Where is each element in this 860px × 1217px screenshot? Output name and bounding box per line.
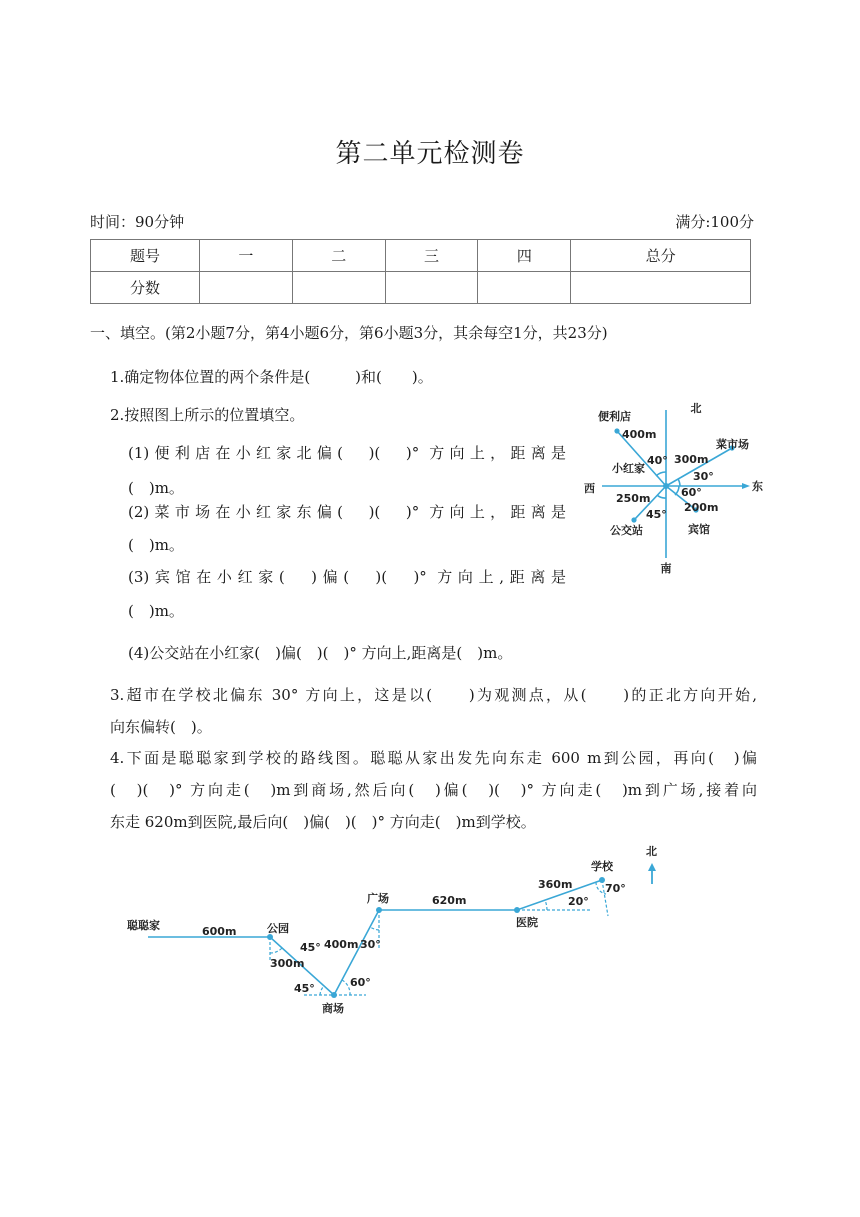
store-angle: 40°: [647, 454, 668, 467]
question-3: 3.超市在学校北偏东 30° 方向上，这是以( )为观测点，从( )的正北方向开始,: [110, 686, 757, 704]
north-arrow-icon: [648, 863, 656, 871]
score-table: [90, 239, 751, 304]
east-arrow-icon: [742, 483, 750, 489]
hospital-label: 医院: [516, 916, 538, 929]
school-label: 学校: [591, 860, 613, 873]
score-table-header-row: [91, 240, 751, 272]
store-dot: [614, 428, 619, 433]
east-label: 东: [752, 480, 763, 493]
mall-dot: [331, 992, 337, 998]
park-angle: 45°: [300, 941, 321, 954]
mall-right-arc: [342, 980, 350, 995]
store-label: 便利店: [598, 410, 631, 423]
header-cell: 三: [385, 240, 478, 272]
header-cell: 四: [478, 240, 571, 272]
hotel-angle: 60°: [681, 486, 702, 499]
header-cell: 一: [200, 240, 293, 272]
bus-distance: 250m: [616, 492, 651, 505]
square-angle: 30°: [360, 938, 381, 951]
header-cell: 题号: [91, 240, 200, 272]
north-label: 北: [690, 402, 702, 415]
mall-right-angle: 60°: [350, 976, 371, 989]
north-label: 北: [646, 845, 657, 858]
question-4: 4.下面是聪聪家到学校的路线图。聪聪从家出发先向东走 600 m到公园，再向( )偏: [110, 749, 757, 767]
full-score-label: 满分:100分: [675, 213, 754, 231]
score-cell[interactable]: [292, 272, 385, 304]
home-park-distance: 600m: [202, 925, 237, 938]
store-distance: 400m: [622, 428, 657, 441]
bus-dot: [631, 517, 636, 522]
compass-diagram: [584, 398, 763, 578]
mall-left-arc: [320, 986, 324, 995]
center-dot: [663, 483, 669, 489]
west-label: 西: [584, 482, 595, 495]
question-2-3-cont: ( )m。: [128, 602, 184, 620]
hospital-school-distance: 360m: [538, 878, 573, 891]
square-dot: [376, 907, 382, 913]
bus-angle: 45°: [646, 508, 667, 521]
question-2-1-cont: ( )m。: [128, 479, 184, 497]
header-cell: 总分: [571, 240, 751, 272]
market-label: 菜市场: [716, 438, 749, 451]
mall-square-distance: 400m: [324, 938, 359, 951]
question-2-4: (4)公交站在小红家( )偏( )( )° 方向上,距离是( )m。: [128, 644, 513, 662]
page-title: 第二单元检测卷: [335, 139, 525, 169]
time-label: 时间：90分钟: [90, 213, 185, 231]
score-cell[interactable]: [571, 272, 751, 304]
score-row-label: 分数: [91, 272, 200, 304]
hospital-angle: 20°: [568, 895, 589, 908]
score-cell[interactable]: [478, 272, 571, 304]
score-cell[interactable]: [385, 272, 478, 304]
home-label: 聪聪家: [127, 919, 160, 932]
square-angle-arc: [370, 927, 379, 930]
bus-angle-arc: [657, 495, 666, 498]
question-4-cont2: 东走 620m到医院,最后向( )偏( )( )° 方向走( )m到学校。: [110, 813, 536, 831]
hotel-angle-arc: [675, 486, 679, 495]
question-2-2: (2)菜市场在小红家东偏( )( )° 方向上，距离是: [128, 503, 566, 521]
question-1: 1.确定物体位置的两个条件是( )和( )。: [110, 368, 433, 386]
hospital-angle-arc: [545, 900, 547, 910]
square-label: 广场: [367, 892, 389, 905]
market-angle: 30°: [693, 470, 714, 483]
score-cell[interactable]: [200, 272, 293, 304]
hotel-label: 宾馆: [688, 523, 710, 536]
question-2-1: (1)便利店在小红家北偏( )( )° 方向上，距离是: [128, 444, 566, 462]
route-diagram: [124, 840, 670, 1018]
question-2-3: (3)宾馆在小红家( )偏( )( )° 方向上,距离是: [128, 568, 566, 586]
question-2-2-cont: ( )m。: [128, 536, 184, 554]
header-cell: 二: [292, 240, 385, 272]
section1-heading: 一、填空。(第2小题7分，第4小题6分，第6小题3分，其余每空1分，共23分): [90, 324, 608, 342]
market-distance: 300m: [674, 453, 709, 466]
park-mall-distance: 300m: [270, 957, 305, 970]
mall-label: 商场: [322, 1002, 344, 1015]
hotel-distance: 200m: [684, 501, 719, 514]
bus-label: 公交站: [610, 524, 643, 537]
question-2: 2.按照图上所示的位置填空。: [110, 406, 305, 424]
question-3-cont: 向东偏转( )。: [110, 718, 212, 736]
park-angle-arc: [270, 948, 282, 953]
center-label: 小红家: [612, 462, 645, 475]
question-4-cont1: ( )( )° 方向走( )m到商场,然后向( )偏( )( )° 方向走( )m到广场,接着向: [110, 781, 757, 799]
market-angle-arc: [678, 479, 680, 486]
store-angle-arc: [656, 472, 666, 476]
square-hospital-distance: 620m: [432, 894, 467, 907]
school-angle: 70°: [605, 882, 626, 895]
park-label: 公园: [267, 922, 289, 935]
hospital-dot: [514, 907, 520, 913]
south-label: 南: [660, 562, 672, 575]
mall-left-angle: 45°: [294, 982, 315, 995]
score-table-score-row: [91, 272, 751, 304]
